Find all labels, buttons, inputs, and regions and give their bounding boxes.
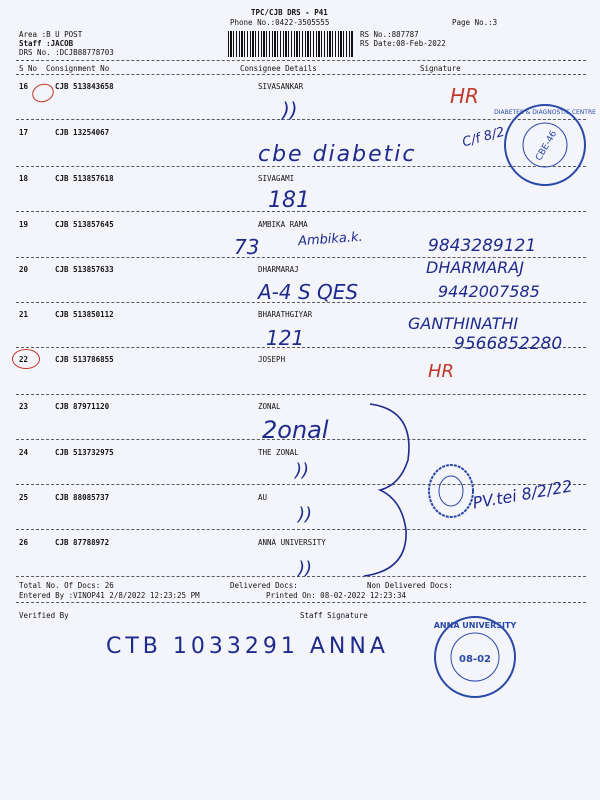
staff-signature-label: Staff Signature	[300, 611, 368, 620]
handwritten-signature: C/f 8/2	[460, 124, 507, 151]
row-consignee: SIVASANKAR	[258, 82, 304, 91]
printed-on: Printed On: 08-02-2022 12:23:34	[266, 591, 406, 600]
row-sno: 19	[19, 220, 29, 229]
row-sno: 18	[19, 174, 29, 183]
row-divider	[16, 529, 586, 530]
handwritten-note: A-4 S QES	[258, 280, 359, 304]
col-header-consignee: Consignee Details	[240, 64, 317, 73]
barcode	[228, 31, 354, 57]
staff-label: Staff :JACOB	[19, 39, 74, 48]
non-delivered-docs: Non Delivered Docs:	[367, 581, 453, 590]
row-sno: 17	[19, 128, 29, 137]
hospital-stamp	[494, 100, 596, 190]
row-sno: 25	[19, 493, 29, 502]
red-circle-mark	[30, 81, 57, 105]
handwritten-name: DHARMARAJ	[426, 258, 524, 277]
row-consignee: THE ZONAL	[258, 448, 299, 457]
row-consignment: CJB 513843658	[55, 82, 114, 91]
handwritten-initials: HR	[428, 361, 455, 382]
row-consignee: ANNA UNIVERSITY	[258, 538, 326, 547]
page-number: Page No.:3	[452, 18, 498, 27]
total-docs: Total No. Of Docs: 26	[19, 581, 114, 590]
col-header-signature: Signature	[420, 64, 461, 73]
column-header-divider	[16, 74, 586, 75]
handwritten-signature: PV.tei 8/2/22	[471, 476, 574, 513]
row-consignment: CJB 87971120	[55, 402, 110, 411]
row-consignment: CJB 87788972	[55, 538, 110, 547]
handwritten-note: cbe diabetic	[258, 142, 417, 167]
document-title: TPC/CJB DRS - P41	[251, 8, 328, 17]
row-sno: 21	[19, 310, 29, 319]
row-consignment: CJB 13254067	[55, 128, 110, 137]
row-consignee: BHARATHGIYAR	[258, 310, 313, 319]
handwritten-phone: 9566852280	[454, 334, 563, 354]
handwritten-phone: 9442007585	[438, 282, 540, 301]
row-divider	[16, 484, 586, 485]
col-header-consignment: Consignment No	[46, 64, 110, 73]
row-consignment: CJB 513786855	[55, 355, 114, 364]
entered-by: Entered By :VINOP41 2/8/2022 12:23:25 PM	[19, 591, 200, 600]
office-stamp	[426, 462, 476, 520]
university-stamp	[430, 612, 520, 702]
row-consignee: DHARMARAJ	[258, 265, 299, 274]
footer-divider	[16, 602, 586, 603]
stamp-date: 08-02	[459, 654, 491, 665]
row-sno: 26	[19, 538, 29, 547]
row-consignee: AU	[258, 493, 268, 502]
stamp-code: CBE-46	[534, 129, 560, 163]
row-sno: 23	[19, 402, 29, 411]
verified-by: Verified By	[19, 611, 69, 620]
handwritten-initials: HR	[450, 84, 479, 108]
row-consignment: CJB 88085737	[55, 493, 110, 502]
handwritten-ditto: ))	[295, 460, 310, 481]
row-consignee: ZONAL	[258, 402, 281, 411]
phone-number: Phone No.:0422-3505555	[230, 18, 330, 27]
handwritten-name: GANTHINATHI	[408, 314, 519, 333]
handwritten-note: 181	[268, 188, 310, 213]
stamp-name: ANNA UNIVERSITY	[433, 621, 517, 630]
row-sno: 16	[19, 82, 29, 91]
row-divider	[16, 394, 586, 395]
handwritten-note: 2onal	[262, 416, 329, 444]
red-circle-mark	[12, 349, 40, 369]
handwritten-footer-note: CTB 1033291 ANNA	[106, 634, 389, 659]
rs-number: RS No.:887787	[360, 30, 419, 39]
handwritten-ditto: ))	[282, 98, 298, 122]
rs-date: RS Date:08-Feb-2022	[360, 39, 446, 48]
handwritten-note: 73	[234, 235, 260, 259]
handwritten-note: 121	[266, 326, 305, 350]
row-consignment: CJB 513850112	[55, 310, 114, 319]
row-consignment: CJB 513857618	[55, 174, 114, 183]
row-consignment: CJB 513857633	[55, 265, 114, 274]
row-consignee: JOSEPH	[258, 355, 286, 364]
handwritten-phone: 9843289121	[428, 236, 537, 256]
area-label: Area :B U POST	[19, 30, 83, 39]
handwritten-ditto: ))	[298, 504, 313, 525]
col-header-sno: S No	[19, 64, 38, 73]
header-divider	[16, 60, 586, 61]
row-sno: 20	[19, 265, 29, 274]
row-sno: 24	[19, 448, 29, 457]
stamp-name: DIABETES & DIAGNOSTIC CENTRE	[494, 109, 596, 116]
row-consignment: CJB 513732975	[55, 448, 114, 457]
row-sno: 22	[19, 355, 29, 364]
row-consignment: CJB 513857645	[55, 220, 114, 229]
row-consignee: SIVAGAMI	[258, 174, 295, 183]
drs-number: DRS No. :DCJB88778703	[19, 48, 114, 57]
row-consignee: AMBIKA RAMA	[258, 220, 308, 229]
handwritten-bracket	[360, 400, 420, 580]
delivered-docs: Delivered Docs:	[230, 581, 298, 590]
handwritten-ditto: ))	[298, 558, 313, 579]
handwritten-name: Ambika.k.	[297, 229, 364, 250]
